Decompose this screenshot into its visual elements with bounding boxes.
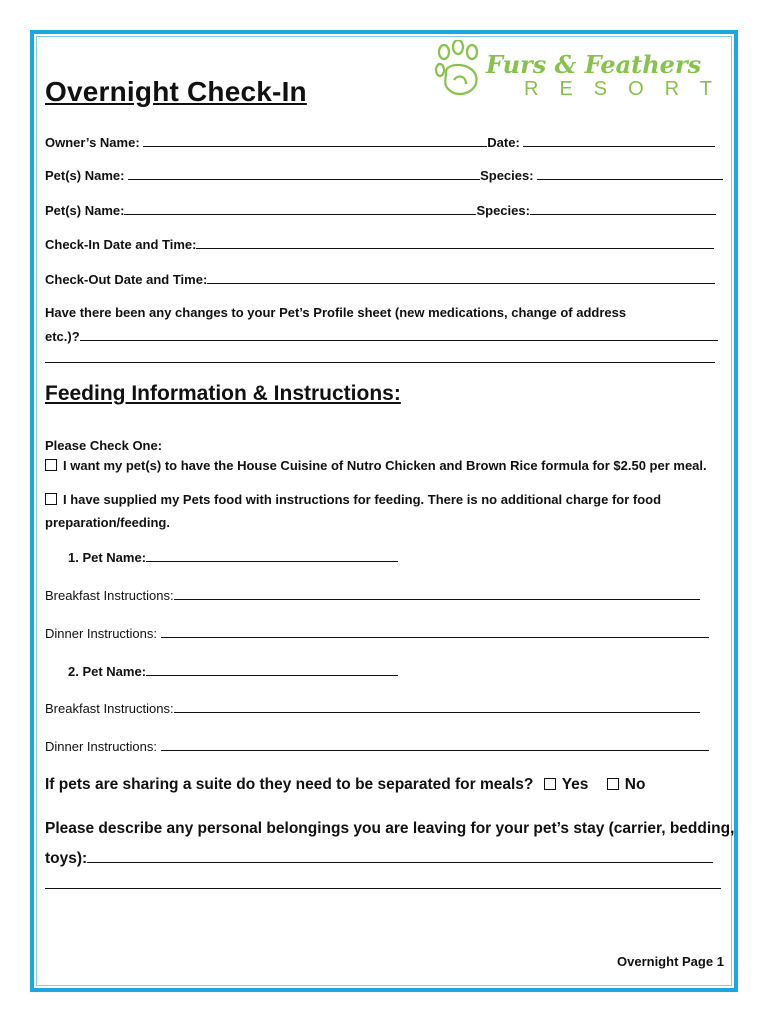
check-out-row[interactable] <box>45 271 715 287</box>
sharing-yes-checkbox[interactable] <box>544 778 556 790</box>
breakfast-row-2[interactable] <box>45 700 700 716</box>
species-field-1[interactable] <box>537 167 723 180</box>
pet-name-label: Pet(s) Name: <box>45 203 125 218</box>
sharing-question-row <box>45 776 645 794</box>
belongings-row[interactable] <box>45 848 713 868</box>
breakfast-label-1: Breakfast Instructions: <box>45 588 174 603</box>
resort-logo <box>432 40 733 102</box>
species-label: Species: <box>476 203 530 218</box>
owner-name-field[interactable] <box>143 134 487 147</box>
sharing-no-label: No <box>624 776 646 793</box>
check-in-label: Check-In Date and Time: <box>45 237 197 252</box>
pet-name-row-1[interactable] <box>45 167 723 183</box>
dinner-label-2: Dinner Instructions: <box>45 739 161 754</box>
pet-name-row-2[interactable] <box>45 202 716 218</box>
breakfast-label-2: Breakfast Instructions: <box>45 701 174 716</box>
profile-changes-question: Have there been any changes to your Pet’s Profile sheet (new medications, change of address <box>45 305 627 320</box>
logo-subtitle: RESORT <box>524 78 733 100</box>
profile-changes-label: etc.)? <box>45 329 80 344</box>
sharing-yes-label: Yes <box>561 776 589 793</box>
page-footer: Overnight Page 1 <box>617 954 724 969</box>
feeding-pet-name-label-1: 1. Pet Name: <box>68 550 147 565</box>
dinner-label-1: Dinner Instructions: <box>45 626 161 641</box>
own-food-checkbox[interactable] <box>45 493 57 505</box>
house-cuisine-option[interactable] <box>45 458 707 473</box>
breakfast-field-1[interactable] <box>174 587 700 600</box>
own-food-label-cont: preparation/feeding. <box>45 515 170 530</box>
check-in-field[interactable] <box>196 236 714 249</box>
feeding-pet-name-label-2: 2. Pet Name: <box>68 664 147 679</box>
paw-bird-logo-icon <box>432 40 488 102</box>
pet-name-field-2[interactable] <box>124 202 476 215</box>
belongings-extra-line[interactable] <box>45 888 721 889</box>
belongings-label: toys): <box>45 850 88 867</box>
profile-changes-row[interactable] <box>45 328 718 344</box>
date-field[interactable] <box>523 134 715 147</box>
dinner-field-1[interactable] <box>161 625 709 638</box>
check-out-field[interactable] <box>207 271 715 284</box>
pet-name-label: Pet(s) Name: <box>45 168 125 183</box>
date-label: Date: <box>487 135 520 150</box>
own-food-option[interactable] <box>45 492 661 507</box>
feeding-pet-name-field-2[interactable] <box>146 663 398 676</box>
profile-changes-extra-line[interactable] <box>45 362 715 363</box>
species-label: Species: <box>480 168 534 183</box>
page-title: Overnight Check-In <box>45 76 307 107</box>
owner-name-row[interactable] <box>45 134 715 150</box>
breakfast-field-2[interactable] <box>174 700 700 713</box>
species-field-2[interactable] <box>530 202 716 215</box>
dinner-row-1[interactable] <box>45 625 709 641</box>
house-cuisine-checkbox[interactable] <box>45 459 57 471</box>
owner-name-label: Owner’s Name: <box>45 135 140 150</box>
check-in-row[interactable] <box>45 236 714 252</box>
belongings-question: Please describe any personal belongings you are leaving for your pet’s stay (carrier, bedding, <box>45 820 735 837</box>
dinner-row-2[interactable] <box>45 738 709 754</box>
feeding-pet-name-row-2[interactable] <box>68 663 398 679</box>
belongings-field[interactable] <box>87 848 713 863</box>
profile-changes-field[interactable] <box>80 328 718 341</box>
feeding-pet-name-row-1[interactable] <box>68 549 398 565</box>
sharing-question: If pets are sharing a suite do they need to be separated for meals? <box>45 776 534 793</box>
dinner-field-2[interactable] <box>161 738 709 751</box>
house-cuisine-label: I want my pet(s) to have the House Cuisine of Nutro Chicken and Brown Rice formula for $2.50 per meal. <box>63 458 707 473</box>
own-food-label: I have supplied my Pets food with instructions for feeding. There is no additional charge for food <box>63 492 662 507</box>
check-one-label: Please Check One: <box>45 438 163 453</box>
logo-name: Furs & Feathers <box>486 50 702 79</box>
check-out-label: Check-Out Date and Time: <box>45 272 208 287</box>
sharing-no-checkbox[interactable] <box>607 778 619 790</box>
feeding-pet-name-field-1[interactable] <box>146 549 398 562</box>
breakfast-row-1[interactable] <box>45 587 700 603</box>
feeding-heading: Feeding Information & Instructions: <box>45 382 401 405</box>
pet-name-field-1[interactable] <box>128 167 480 180</box>
